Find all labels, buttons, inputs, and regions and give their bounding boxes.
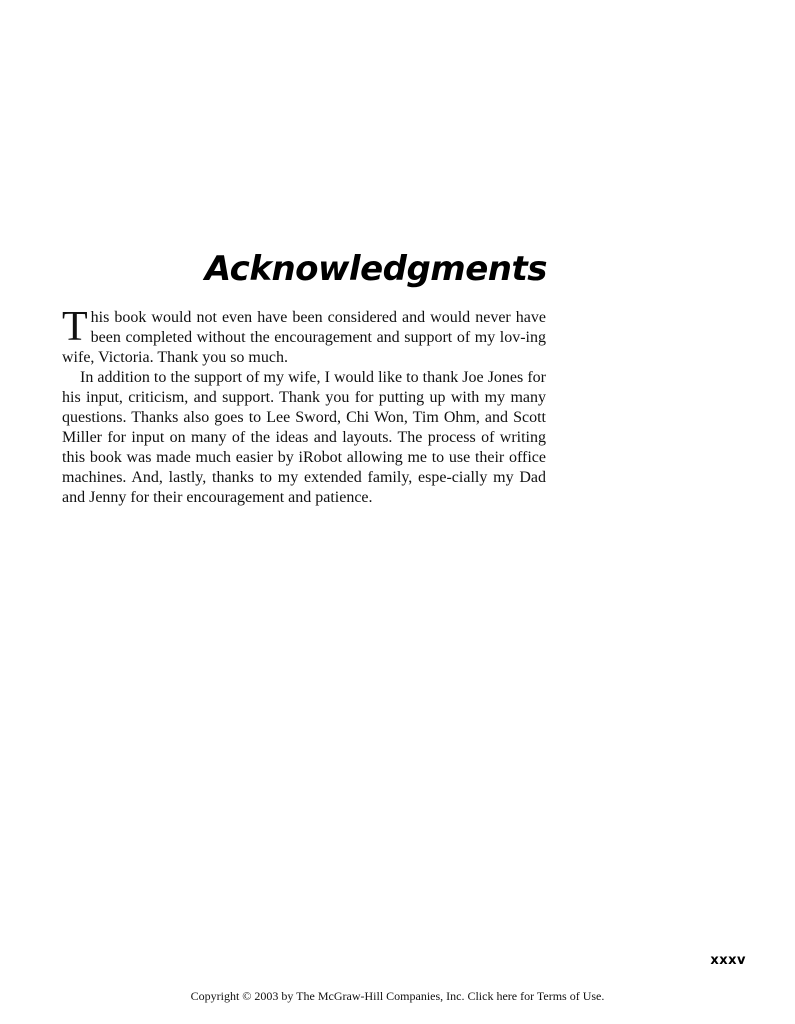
page-title: Acknowledgments [204,249,547,289]
copyright-text: Copyright © 2003 by The McGraw-Hill Companies, Inc. [190,989,468,1003]
paragraph-1 [62,304,546,368]
copyright-footer [0,989,795,1004]
drop-cap: T [62,304,88,350]
page-number: xxxv [710,953,746,968]
paragraph-2: In addition to the support of my wife, I would like to thank Joe Jones for his input, criticism, and support. Thank you for putting up with my many questions. Thanks also goes to Lee Sword, Chi Won, Tim Ohm, and Scott Miller for input on many of the ideas and layouts. The process of writing this book was made much easier by iRobot allowing me to use their office machines. And, lastly, thanks to my extended family, espe-cially my Dad and Jenny for their encouragement and patience. [62,369,546,506]
acknowledgments-body [62,304,546,508]
terms-of-use-link[interactable]: Click here for Terms of Use. [467,989,605,1003]
paragraph-1-text: his book would not even have been considered and would never have been completed without the encouragement and support of my lov-ing wife, Victoria. Thank you so much. [62,309,546,366]
